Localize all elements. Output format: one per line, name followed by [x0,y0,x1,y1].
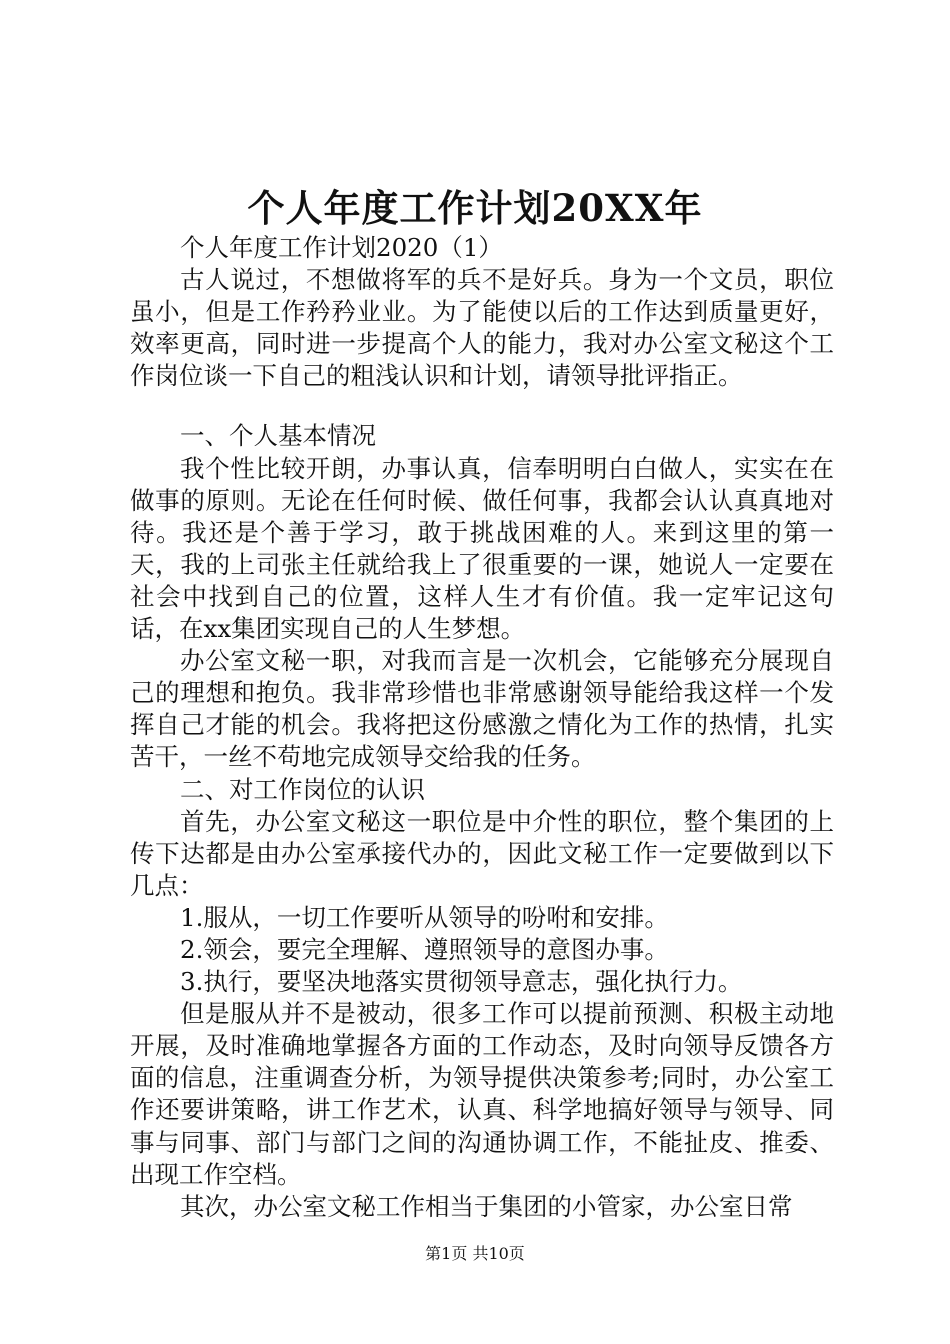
section-heading-1: 一、个人基本情况 [180,421,376,451]
subtitle-paragraph: 个人年度工作计划2020（1） [180,233,503,262]
page-footer: 第1页 共10页 [425,1244,525,1263]
body-paragraph: 我个性比较开朗，办事认真，信奉明明白白做人，实实在在做事的原则。无论在任何时候、做任何事，我都会认认真真地对待。我还是个善于学习，敢于挑战困难的人。来到这里的第一天，我的上司张主任就给我上了很重要的一课，她说人一定要在社会中找到自己的位置，这样人生才有价值。我一定牢记这句话，在xx集团实现自己的人生梦想。 [130,453,834,644]
paragraph-gap [130,392,834,420]
list-item: 1.服从，一切工作要听从领导的吩咐和安排。 [180,902,669,932]
list-item: 3.执行，要坚决地落实贯彻领导意志，强化执行力。 [180,967,743,997]
intro-paragraph: 古人说过，不想做将军的兵不是好兵。身为一个文员，职位虽小，但是工作矜矜业业。为了能使以后的工作达到质量更好，效率更高，同时进一步提高个人的能力，我对办公室文秘这个工作岗位谈一下自己的粗浅认识和计划，请领导批评指正。 [130,265,834,391]
document-title: 个人年度工作计划20XX年 [247,186,703,230]
document-body [130,232,834,1223]
list-item: 2.领会，要完全理解、遵照领导的意图办事。 [180,934,669,964]
body-paragraph: 其次，办公室文秘工作相当于集团的小管家，办公室日常 [180,1191,793,1221]
body-paragraph: 首先，办公室文秘这一职位是中介性的职位，整个集团的上传下达都是由办公室承接代办的，因此文秘工作一定要做到以下几点： [130,806,834,900]
body-paragraph: 但是服从并不是被动，很多工作可以提前预测、积极主动地开展，及时准确地掌握各方面的工作动态，及时向领导反馈各方面的信息，注重调查分析，为领导提供决策参考;同时，办公室工作还要讲策略，讲工作艺术，认真、科学地搞好领导与领导、同事与同事、部门与部门之间的沟通协调工作，不能扯皮、推委、出现工作空档。 [130,999,834,1189]
body-paragraph: 办公室文秘一职，对我而言是一次机会，它能够充分展现自己的理想和抱负。我非常珍惜也非常感谢领导能给我这样一个发挥自己才能的机会。我将把这份感激之情化为工作的热情，扎实苦干，一丝不苟地完成领导交给我的任务。 [130,646,834,772]
section-heading-2: 二、对工作岗位的认识 [180,774,425,804]
